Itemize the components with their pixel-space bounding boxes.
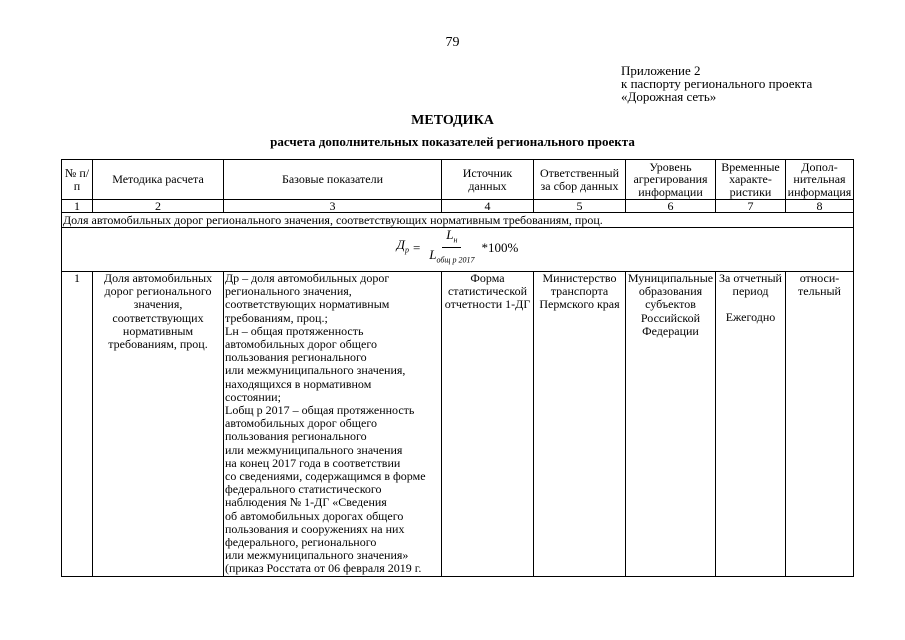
base-indicator-line: на конец 2017 года в соответствии <box>225 455 401 470</box>
base-indicator-line: автомобильных дорог общего <box>225 416 377 431</box>
time-frequency: Ежегодно <box>725 310 776 325</box>
methodology-table <box>61 159 854 577</box>
base-indicator-line: или межмуниципального значения» <box>225 548 409 563</box>
header-cell: № п/п <box>62 160 93 200</box>
column-number: 6 <box>626 200 716 213</box>
document-title: МЕТОДИКА <box>411 113 494 128</box>
base-indicator-line: со сведениями, содержащимся в форме <box>225 469 426 484</box>
time-cell <box>716 272 786 577</box>
base-indicator-line: Lн – общая протяженность <box>225 323 364 338</box>
base-indicator-line: находящихся в нормативном <box>225 376 372 391</box>
base-indicator-line: федерального статистического <box>225 482 382 497</box>
base-indicators-list <box>225 272 440 576</box>
base-indicator-line: наблюдения № 1-ДГ «Сведения <box>225 495 387 510</box>
column-number: 3 <box>224 200 442 213</box>
source-cell: Форма статистической отчетности 1-ДГ <box>442 272 534 577</box>
appendix-line: Приложение 2 <box>621 63 701 78</box>
base-indicator-line: Lобщ р 2017 – общая протяженность <box>225 403 415 418</box>
header-cell: Уровень агрегирования информации <box>626 160 716 200</box>
aggregation-cell: Муниципальные образования субъектов Российской Федерации <box>626 272 716 577</box>
base-indicator-line: пользования регионального <box>225 429 367 444</box>
base-indicator-line: пользования и сооружениях на них <box>225 521 405 536</box>
header-cell: Ответственный за сбор данных <box>534 160 626 200</box>
row-number: 1 <box>62 272 93 577</box>
base-indicator-line: или межмуниципального значения <box>225 442 403 457</box>
header-cell: Допол-нительная информация <box>786 160 854 200</box>
responsible-cell: Министерство транспорта Пермского края <box>534 272 626 577</box>
base-indicator-line: требованиям, проц.; <box>225 310 328 325</box>
method-cell: Доля автомобильных дорог регионального значения, соответствующих нормативным требованиям, проц. <box>93 272 224 577</box>
document-subtitle: расчета дополнительных показателей регионального проекта <box>270 134 635 149</box>
header-row <box>62 160 854 200</box>
base-indicator-line: состоянии; <box>225 389 281 404</box>
base-indicator-line: соответствующих нормативным <box>225 297 390 312</box>
formula-fraction <box>427 228 476 267</box>
formula-lhs: $Д_р$ <box>396 236 409 255</box>
base-indicator-line: (приказ Росстата от 06 февраля 2019 г. <box>225 561 422 576</box>
table-row <box>62 272 854 577</box>
column-number: 8 <box>786 200 854 213</box>
formula: $Д_р$ = $\frac{L_н}{L_{общ р 2017}}$ *100% <box>63 228 852 267</box>
base-indicator-line: федерального, регионального <box>225 535 377 550</box>
formula-cell <box>62 228 854 272</box>
column-number: 2 <box>93 200 224 213</box>
appendix-note <box>621 64 812 103</box>
header-cell: Временные характе-ристики <box>716 160 786 200</box>
formula-tail: *100% <box>481 239 519 255</box>
column-number: 7 <box>716 200 786 213</box>
base-indicators-cell <box>224 272 442 577</box>
column-number: 5 <box>534 200 626 213</box>
header-cell: Базовые показатели <box>224 160 442 200</box>
base-indicator-line: автомобильных дорог общего <box>225 337 377 352</box>
formula-numerator: $L_н$ <box>442 228 461 248</box>
base-indicator-line: регионального значения, <box>225 284 352 299</box>
column-number: 1 <box>62 200 93 213</box>
time-period: За отчетный период <box>719 271 782 299</box>
header-cell: Источник данных <box>442 160 534 200</box>
column-number-row <box>62 200 854 213</box>
additional-info-cell: относи-тельный <box>786 272 854 577</box>
column-number: 4 <box>442 200 534 213</box>
formula-row <box>62 228 854 272</box>
section-row <box>62 213 854 228</box>
page-number: 79 <box>445 35 460 50</box>
base-indicator-line: об автомобильных дорогах общего <box>225 508 404 523</box>
base-indicator-line: или межмуниципального значения, <box>225 363 406 378</box>
section-title: Доля автомобильных дорог регионального значения, соответствующих нормативным требованиям, проц. <box>62 213 854 228</box>
appendix-line: «Дорожная сеть» <box>621 89 717 104</box>
formula-denominator: $L_{общ р 2017}$ <box>429 246 475 265</box>
base-indicator-line: пользования регионального <box>225 350 367 365</box>
base-indicator-line: Др – доля автомобильных дорог <box>225 271 390 285</box>
header-cell: Методика расчета <box>93 160 224 200</box>
appendix-line: к паспорту регионального проекта <box>621 76 813 91</box>
